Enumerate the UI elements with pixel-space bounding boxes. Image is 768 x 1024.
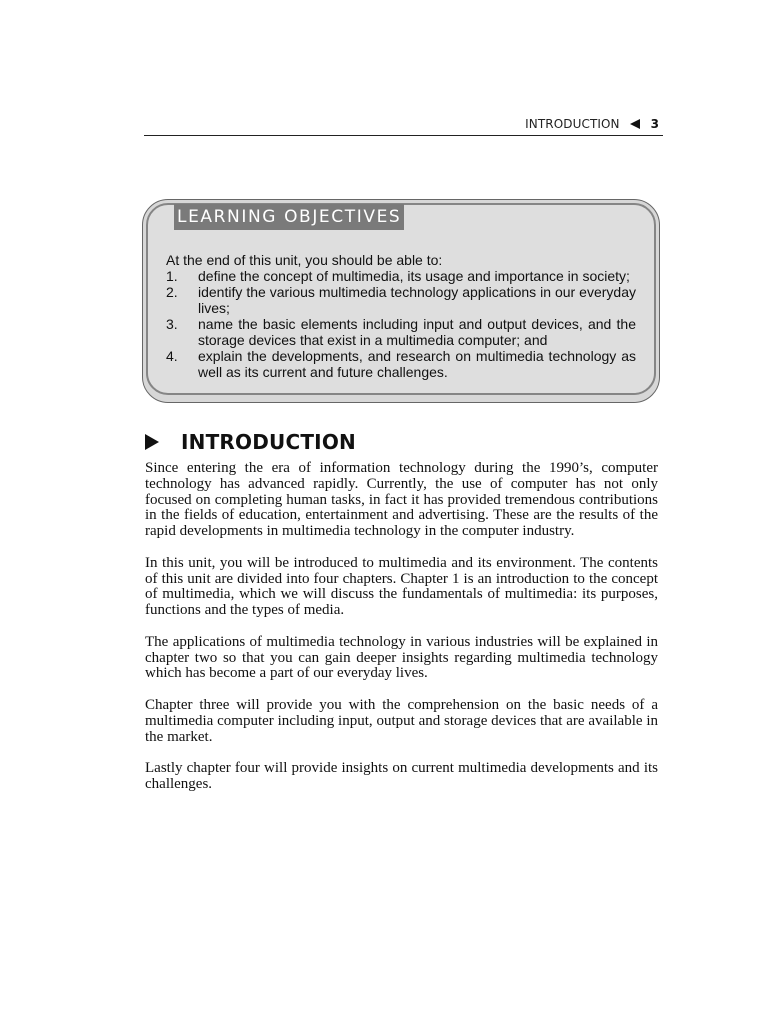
body-text [145,461,658,809]
objective-number: 4. [166,348,178,364]
objective-item [166,284,636,316]
objective-item [166,316,636,348]
learning-objectives-title: LEARNING OBJECTIVES [174,204,404,230]
objective-item [166,268,636,284]
learning-objectives-intro: At the end of this unit, you should be able to: [166,252,443,268]
objective-item [166,348,636,380]
running-header [144,117,663,136]
objective-number: 1. [166,268,178,284]
objective-text: name the basic elements including input and output devices, and the storage devices that exist in a multimedia computer; and [198,316,636,348]
learning-objectives-list [166,268,636,380]
running-header-title: INTRODUCTION [525,117,620,131]
page-number: 3 [650,117,659,131]
body-paragraph: Chapter three will provide you with the comprehension on the basic needs of a multimedia computer including input, output and storage devices that are available in the market. [145,696,658,745]
body-paragraph: In this unit, you will be introduced to multimedia and its environment. The contents of this unit are divided into four chapters. Chapter 1 is an introduction to the concept of multimedia, which we will discuss the fundamentals of multimedia: its purposes, functions and the types of media. [145,554,658,619]
objective-text: define the concept of multimedia, its usage and importance in society; [198,268,630,284]
running-header-content [525,117,659,131]
section-heading-text: INTRODUCTION [181,430,356,454]
triangle-left-icon [630,119,640,129]
section-heading [145,430,356,454]
body-paragraph: Lastly chapter four will provide insights on current multimedia developments and its challenges. [145,760,658,792]
objective-number: 2. [166,284,178,300]
body-paragraph: Since entering the era of information technology during the 1990’s, computer technology has advanced rapidly. Currently, the use of computer has not only focused on completing human tasks, in fact it has provided tremendous contributions in the fields of education, entertainment and advertising. These are the results of the rapid developments in multimedia technology in the computer industry. [145,460,658,540]
body-paragraph: The applications of multimedia technology in various industries will be explained in chapter two so that you can gain deeper insights regarding multimedia technology which has become a part of our everyday lives. [145,633,658,682]
objective-number: 3. [166,316,178,332]
triangle-right-icon [145,434,159,450]
objective-text: identify the various multimedia technology applications in our everyday lives; [198,284,636,316]
objective-text: explain the developments, and research on multimedia technology as well as its current and future challenges. [198,348,636,380]
